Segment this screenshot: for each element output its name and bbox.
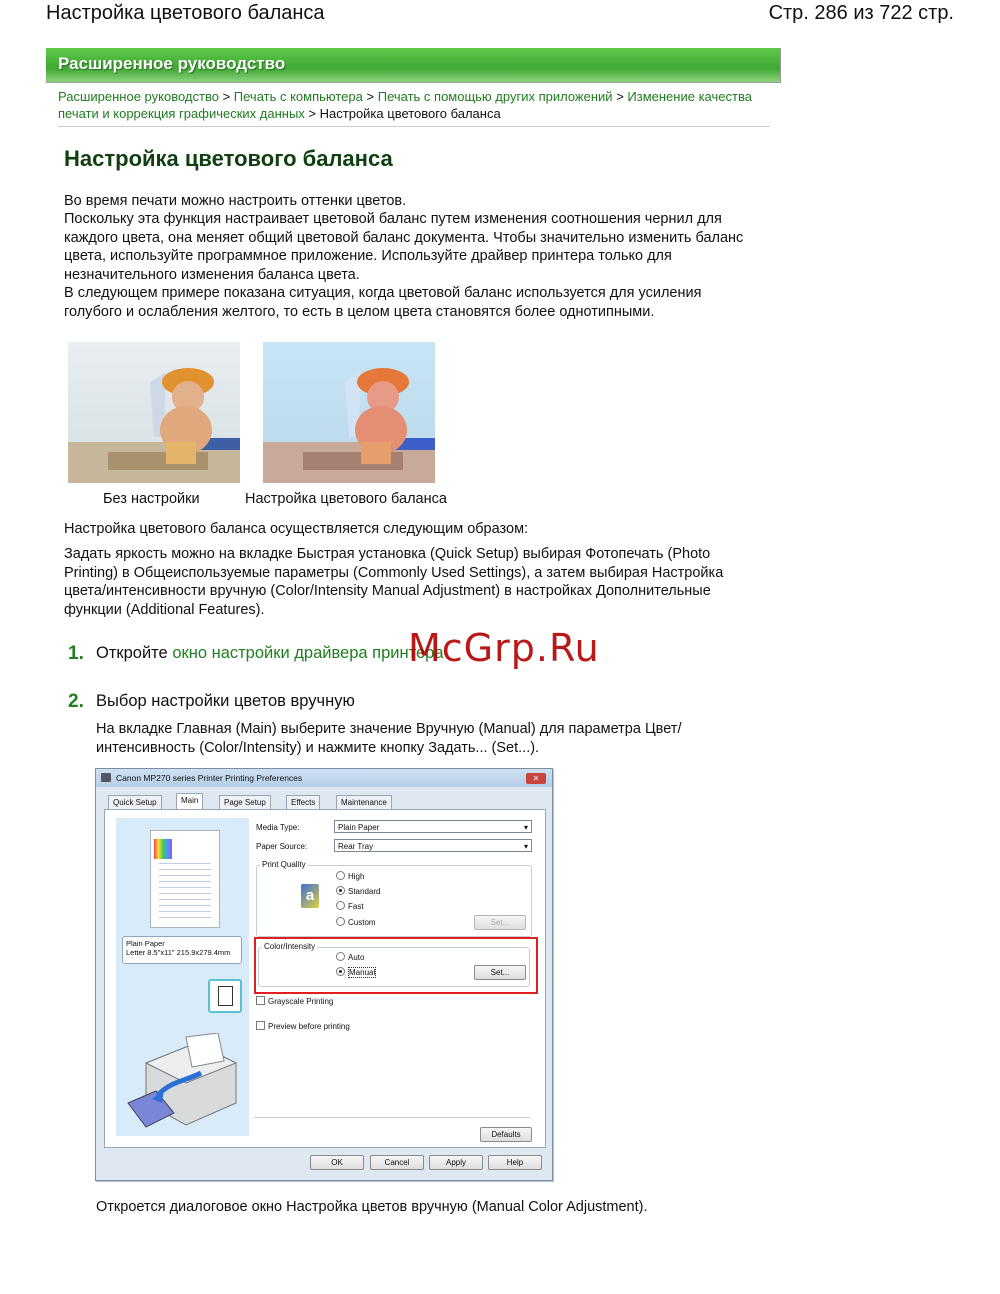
paper-type-text: Plain Paper bbox=[126, 939, 165, 948]
preview-pane bbox=[116, 818, 249, 1136]
color-set-button[interactable]: Set... bbox=[474, 965, 526, 980]
step-detail: На вкладке Главная (Main) выберите значение Вручную (Manual) для параметра Цвет/интенсивность (Color/Intensity) и нажмите кнопку Задать... (Set...). bbox=[96, 721, 682, 756]
step-label: Откройте bbox=[96, 644, 173, 662]
grayscale-checkbox[interactable] bbox=[256, 996, 333, 1006]
tab-effects[interactable]: Effects bbox=[286, 795, 320, 810]
breadcrumb-link[interactable]: Печать с помощью других приложений bbox=[377, 89, 613, 104]
color-intensity-label: Color/Intensity bbox=[264, 942, 316, 951]
watermark: McGrp.Ru bbox=[408, 626, 600, 670]
document-title: Настройка цветового баланса bbox=[46, 2, 325, 24]
divider bbox=[254, 1117, 530, 1118]
breadcrumb-link[interactable]: Изменение качества печати и коррекция графических данных bbox=[58, 89, 752, 121]
photo-caption: Настройка цветового баланса bbox=[245, 491, 447, 507]
quality-custom-radio[interactable] bbox=[336, 917, 376, 927]
radio-label: Auto bbox=[348, 953, 365, 962]
quality-standard-radio[interactable] bbox=[336, 886, 380, 896]
page-preview bbox=[150, 830, 220, 928]
intro-paragraph: Во время печати можно настроить оттенки цветов. bbox=[64, 193, 407, 209]
printer-icon bbox=[101, 773, 111, 782]
section-banner bbox=[46, 48, 781, 83]
breadcrumb-link[interactable]: Печать с компьютера bbox=[233, 89, 363, 104]
tab-main[interactable]: Main bbox=[176, 793, 203, 810]
breadcrumb-separator: > bbox=[616, 89, 624, 104]
checkbox-label: Grayscale Printing bbox=[268, 997, 334, 1006]
print-quality-label: Print Quality bbox=[262, 860, 306, 869]
paper-info-box bbox=[122, 936, 242, 964]
help-button[interactable]: Help bbox=[488, 1155, 542, 1170]
printer-illustration-icon bbox=[126, 1033, 246, 1128]
tab-quick-setup[interactable]: Quick Setup bbox=[108, 795, 162, 810]
breadcrumb bbox=[58, 88, 758, 122]
paper-size-text: Letter 8.5"x11" 215.9x279.4mm bbox=[126, 948, 231, 957]
breadcrumb-separator: > bbox=[222, 89, 231, 104]
quality-fast-radio[interactable] bbox=[336, 901, 364, 911]
radio-label: Custom bbox=[348, 918, 376, 927]
breadcrumb-current: Настройка цветового баланса bbox=[319, 106, 501, 121]
quality-high-radio[interactable] bbox=[336, 871, 364, 881]
page-title: Настройка цветового баланса bbox=[64, 146, 393, 171]
preview-checkbox[interactable] bbox=[256, 1021, 350, 1031]
cancel-button[interactable]: Cancel bbox=[370, 1155, 424, 1170]
radio-label: High bbox=[348, 872, 365, 881]
page-number: Стр. 286 из 722 стр. bbox=[768, 2, 954, 24]
radio-label: Manual bbox=[349, 968, 376, 977]
ok-button[interactable]: OK bbox=[310, 1155, 364, 1170]
color-sample bbox=[154, 839, 172, 859]
quality-set-button[interactable]: Set... bbox=[474, 915, 526, 930]
photo-caption: Без настройки bbox=[103, 491, 200, 507]
tab-page-setup[interactable]: Page Setup bbox=[219, 795, 271, 810]
paper-source-select[interactable]: Rear Tray ▾ bbox=[334, 839, 532, 852]
paper-source-label: Paper Source: bbox=[256, 842, 308, 851]
breadcrumb-link[interactable]: Расширенное руководство bbox=[58, 89, 219, 104]
orientation-icon bbox=[208, 979, 242, 1013]
highlight-frame bbox=[254, 937, 538, 994]
printer-preferences-dialog bbox=[95, 768, 553, 1181]
breadcrumb-separator: > bbox=[366, 89, 375, 104]
intro-paragraph: В следующем примере показана ситуация, когда цветовой баланс используется для усиления голубого и ослабления желтого, то есть в целом цвета становятся более однотипными. bbox=[64, 285, 702, 320]
media-type-label: Media Type: bbox=[256, 823, 300, 832]
step-number: 1. bbox=[68, 643, 84, 664]
banner-title: Расширенное руководство bbox=[58, 54, 286, 73]
close-icon[interactable]: ✕ bbox=[526, 773, 546, 784]
intro-paragraph: Поскольку эта функция настраивает цветовой баланс путем изменения соотношения чернил для каждого цвета, она меняет общий цветовой баланс документа. Чтобы значительно изменить баланс цвета, используйте программное приложение. Используйте драйвер принтера только для незначительного изменения баланса цвета. bbox=[64, 211, 744, 283]
divider bbox=[58, 126, 770, 127]
radio-label: Standard bbox=[348, 887, 381, 896]
step-text: Выбор настройки цветов вручную bbox=[96, 692, 355, 710]
checkbox-label: Preview before printing bbox=[268, 1022, 350, 1031]
dialog-titlebar bbox=[96, 769, 552, 787]
step-text bbox=[96, 644, 444, 663]
dialog-title: Canon MP270 series Printer Printing Preferences bbox=[116, 773, 303, 783]
apply-button[interactable]: Apply bbox=[429, 1155, 483, 1170]
radio-label: Fast bbox=[348, 902, 364, 911]
driver-settings-link[interactable]: окно настройки драйвера принтера bbox=[172, 644, 444, 662]
breadcrumb-separator: > bbox=[308, 106, 317, 121]
tab-maintenance[interactable]: Maintenance bbox=[336, 795, 392, 810]
paragraph: Задать яркость можно на вкладке Быстрая установка (Quick Setup) выбирая Фотопечать (Photo Printing) в Общеиспользуемые параметры (Commonly Used Settings), а затем выбирая Настройка цвета/интенсивности вручную (Color/Intensity Manual Adjustment) в настройках Дополнительные функции (Additional Features). bbox=[64, 546, 724, 618]
sample-photo-original bbox=[68, 342, 240, 483]
sample-photo-adjusted bbox=[263, 342, 435, 483]
print-quality-icon: a bbox=[301, 884, 319, 908]
media-type-select[interactable]: Plain Paper ▾ bbox=[334, 820, 532, 833]
footer-paragraph: Откроется диалоговое окно Настройка цветов вручную (Manual Color Adjustment). bbox=[96, 1199, 648, 1215]
defaults-button[interactable]: Defaults bbox=[480, 1127, 532, 1142]
step-number: 2. bbox=[68, 691, 84, 712]
paragraph: Настройка цветового баланса осуществляется следующим образом: bbox=[64, 521, 529, 537]
